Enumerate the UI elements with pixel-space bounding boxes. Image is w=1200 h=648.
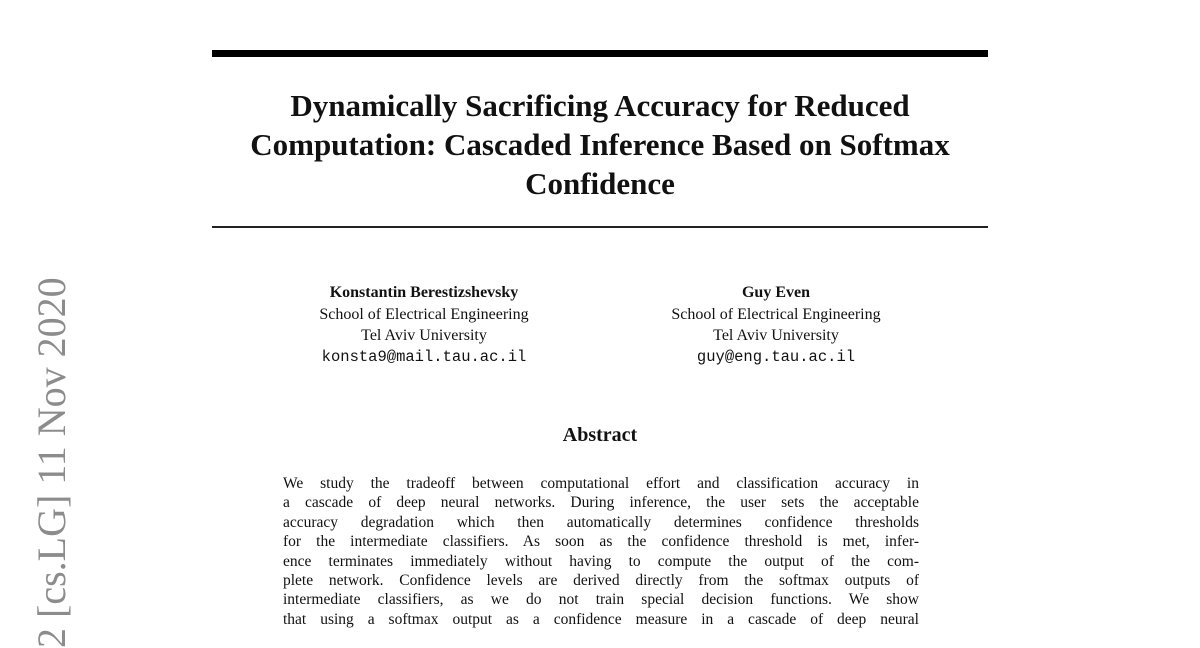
author-affiliation: School of Electrical Engineering <box>319 305 529 323</box>
abstract-body <box>283 474 919 629</box>
author-email: konsta9@mail.tau.ac.il <box>321 347 527 366</box>
abstract-line: accuracy degradation which then automatically determines confidence thresholds <box>283 513 919 531</box>
title-line-1: Dynamically Sacrificing Accuracy for Reduced <box>290 88 910 123</box>
abstract-line: intermediate classifiers, as we do not train special decision functions. We show <box>283 591 919 609</box>
author-institution: Tel Aviv University <box>361 327 487 344</box>
abstract-line: plete network. Confidence levels are derived directly from the softmax outputs of <box>283 572 919 590</box>
abstract-line: for the intermediate classifiers. As soon as the confidence threshold is met, infer- <box>283 533 919 551</box>
author-block-2 <box>626 282 926 368</box>
abstract-heading: Abstract <box>562 424 638 446</box>
author-email: guy@eng.tau.ac.il <box>696 347 856 366</box>
abstract-line: a cascade of deep neural networks. During inference, the user sets the acceptable <box>283 494 919 512</box>
paper-title <box>212 86 988 203</box>
title-rule <box>212 226 988 228</box>
author-name: Konstantin Berestizshevsky <box>329 284 519 301</box>
arxiv-identifier-stamp: 2 [cs.LG] 11 Nov 2020 <box>29 277 74 648</box>
author-affiliation: School of Electrical Engineering <box>671 305 881 323</box>
author-block-1 <box>274 282 574 368</box>
author-name: Guy Even <box>741 284 810 301</box>
abstract-line: We study the tradeoff between computational effort and classification accuracy in <box>283 475 919 492</box>
title-line-3: Confidence <box>525 166 675 201</box>
abstract-line: ence terminates immediately without having to compute the output of the com- <box>283 552 919 570</box>
author-institution: Tel Aviv University <box>713 327 839 344</box>
abstract-line: that using a softmax output as a confidence measure in a cascade of deep neural <box>283 610 919 628</box>
top-rule <box>212 50 988 57</box>
title-line-2: Computation: Cascaded Inference Based on Softmax <box>250 127 950 162</box>
